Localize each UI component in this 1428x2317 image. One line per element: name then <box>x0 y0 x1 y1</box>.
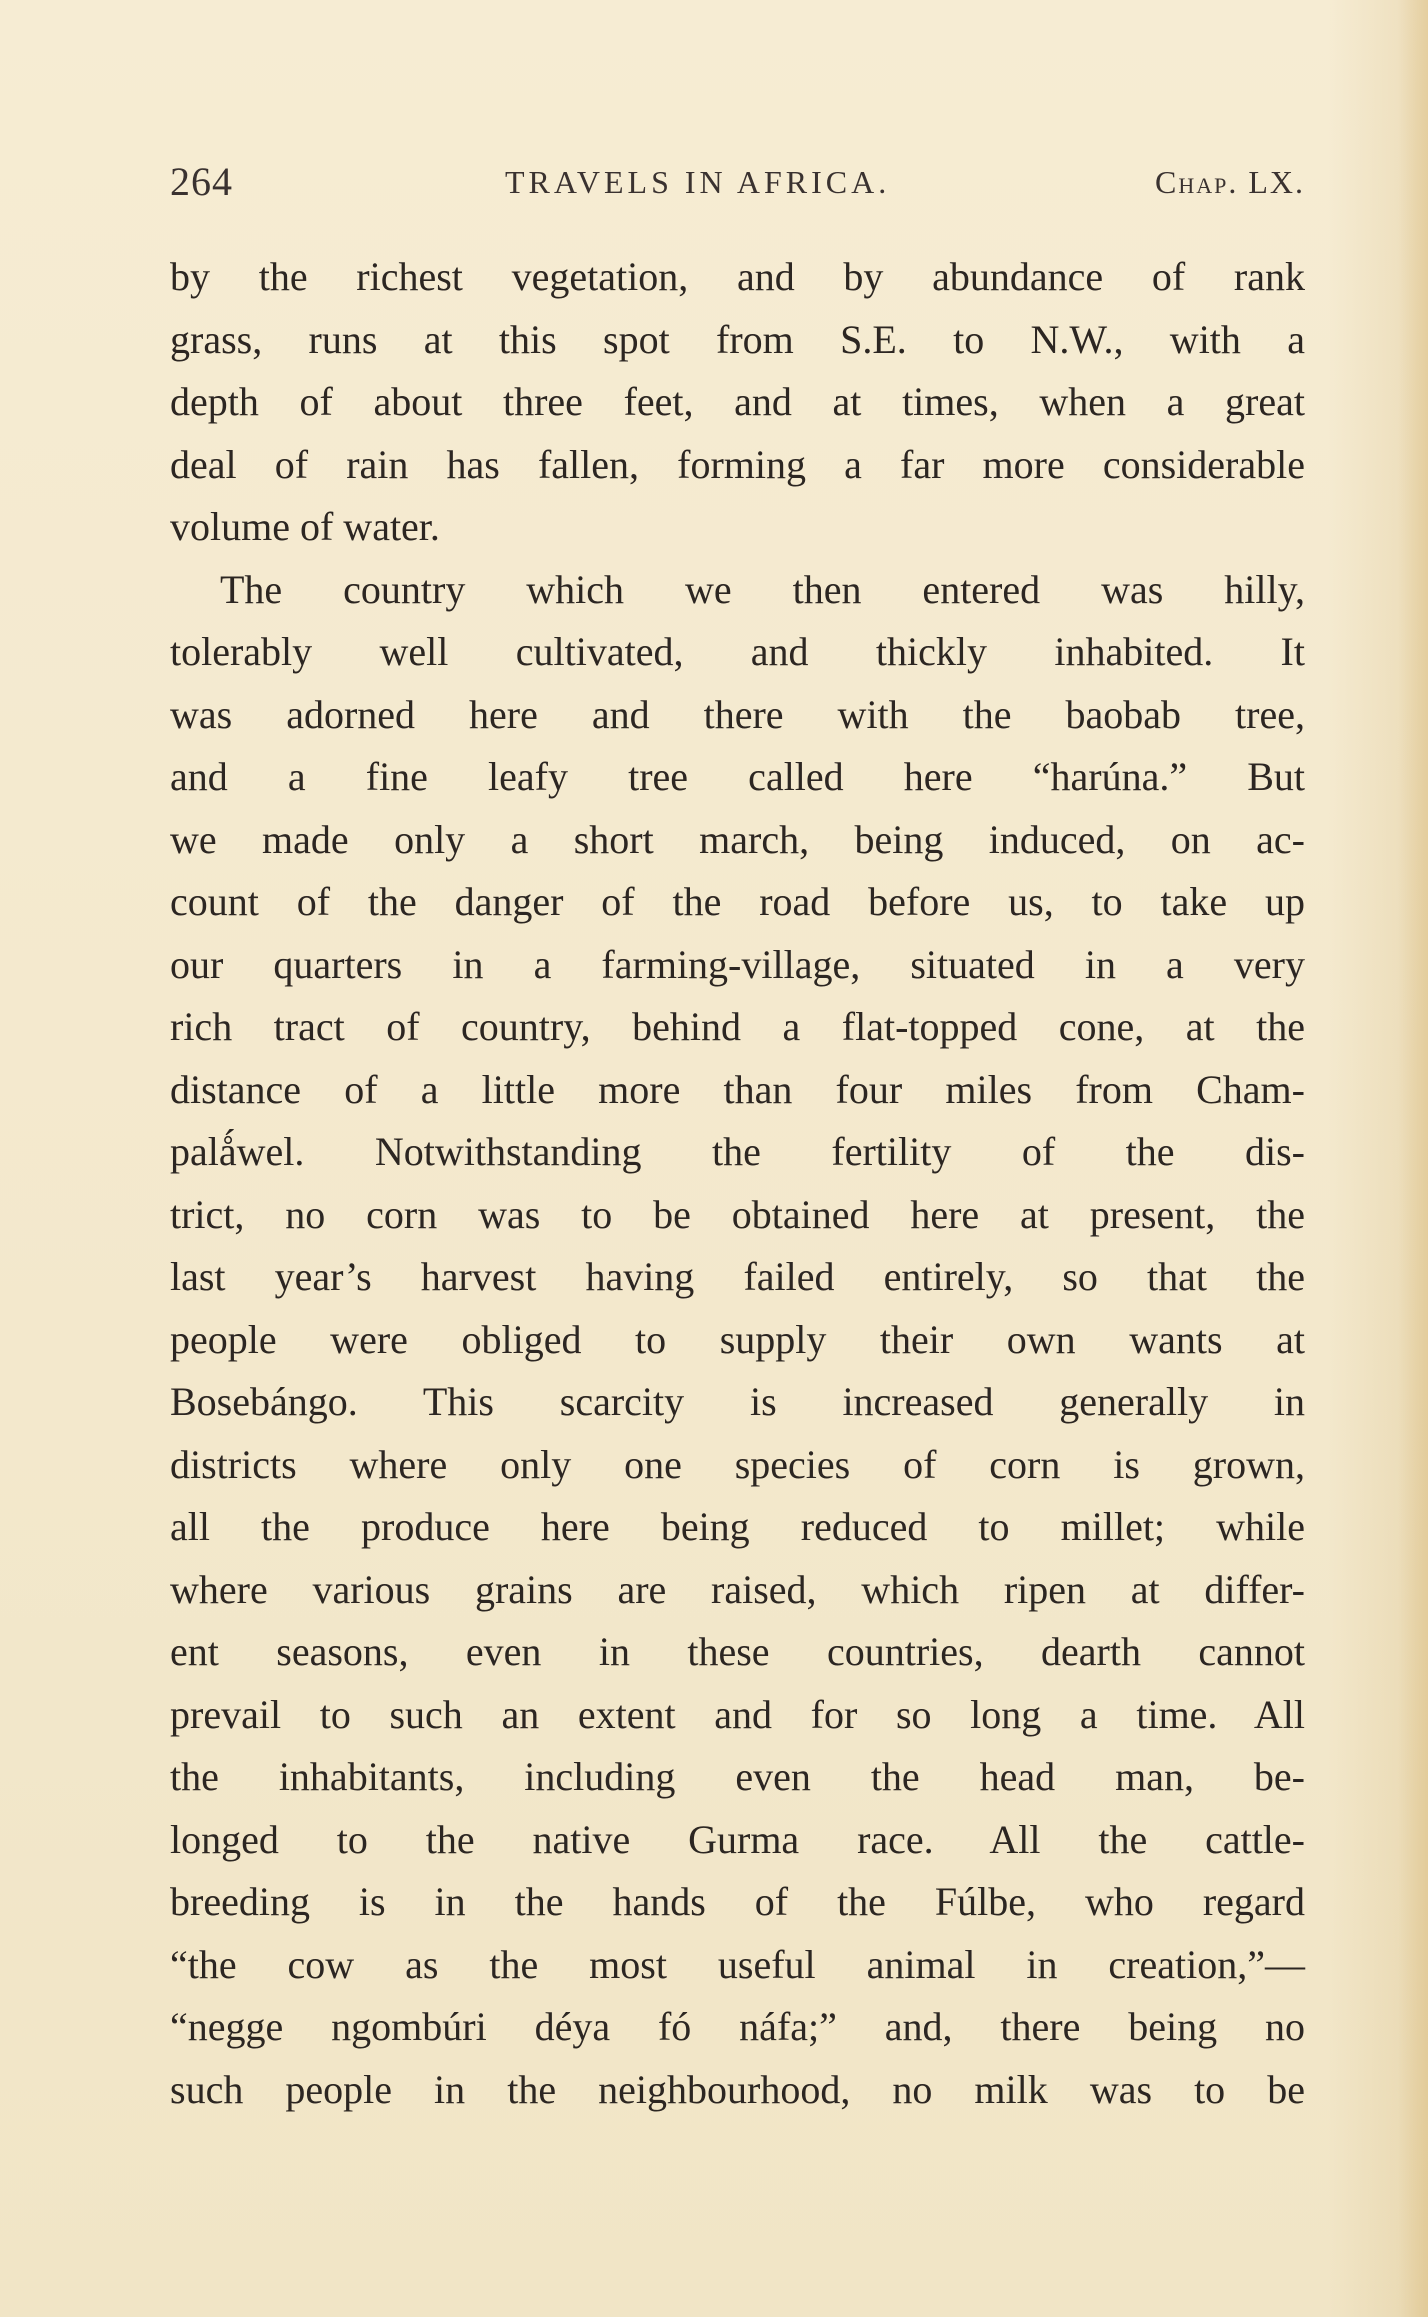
text-line: breeding is in the hands of the Fúlbe, who regard <box>170 1879 1305 1924</box>
text-line: count of the danger of the road before us, to take up <box>170 879 1305 924</box>
text-line: rich tract of country, behind a flat-topped cone, at the <box>170 1004 1305 1049</box>
page-edge-shadow <box>1398 0 1428 2317</box>
text-line: the inhabitants, including even the head man, be- <box>170 1754 1305 1799</box>
text-line: grass, runs at this spot from S.E. to N.W., with a <box>170 316 1305 362</box>
page-number: 264 <box>170 159 233 204</box>
text-line: last year’s harvest having failed entirely, so that the <box>170 1254 1305 1299</box>
running-title: TRAVELS IN AFRICA. <box>505 164 891 200</box>
text-line: such people in the neighbourhood, no milk was to be <box>170 2066 1305 2112</box>
text-line: prevail to such an extent and for so long a time. All <box>170 1691 1305 1737</box>
text-line: was adorned here and there with the baobab tree, <box>170 691 1305 737</box>
text-line: and a fine leafy tree called here “harúna.” But <box>170 754 1305 799</box>
text-line: by the richest vegetation, and by abundance of rank <box>170 254 1305 299</box>
text-line: longed to the native Gurma race. All the cattle- <box>170 1816 1305 1862</box>
text-line: “the cow as the most useful animal in creation,”— <box>170 1941 1305 1987</box>
text-line: deal of rain has fallen, forming a far more considerable <box>170 441 1305 487</box>
body-text <box>170 246 1305 2121</box>
text-line: people were obliged to supply their own wants at <box>170 1316 1305 1362</box>
text-line: ent seasons, even in these countries, dearth cannot <box>170 1629 1305 1674</box>
text-line: trict, no corn was to be obtained here at present, the <box>170 1191 1305 1237</box>
text-line: all the produce here being reduced to millet; while <box>170 1504 1305 1549</box>
text-line: volume of water. <box>170 504 440 549</box>
text-line: we made only a short march, being induced, on ac- <box>170 816 1305 862</box>
paragraph <box>170 246 1305 559</box>
running-head <box>170 158 1305 208</box>
text-line: depth of about three feet, and at times, when a great <box>170 379 1305 424</box>
text-line: where various grains are raised, which ripen at differ- <box>170 1566 1305 1612</box>
paragraph <box>170 559 1305 2122</box>
text-line: The country which we then entered was hilly, <box>220 566 1305 612</box>
text-line: our quarters in a farming-village, situated in a very <box>170 941 1305 987</box>
text-line: palǻwel. Notwithstanding the fertility of the dis- <box>170 1129 1305 1174</box>
text-line: “negge ngombúri déya fó náfa;” and, there being no <box>170 2004 1305 2049</box>
text-line: Bosebángo. This scarcity is increased generally in <box>170 1379 1305 1424</box>
text-line: districts where only one species of corn is grown, <box>170 1441 1305 1487</box>
text-line: tolerably well cultivated, and thickly inhabited. It <box>170 629 1305 674</box>
chapter-reference: Chap. LX. <box>1154 164 1305 200</box>
text-line: distance of a little more than four miles from Cham- <box>170 1066 1305 1112</box>
